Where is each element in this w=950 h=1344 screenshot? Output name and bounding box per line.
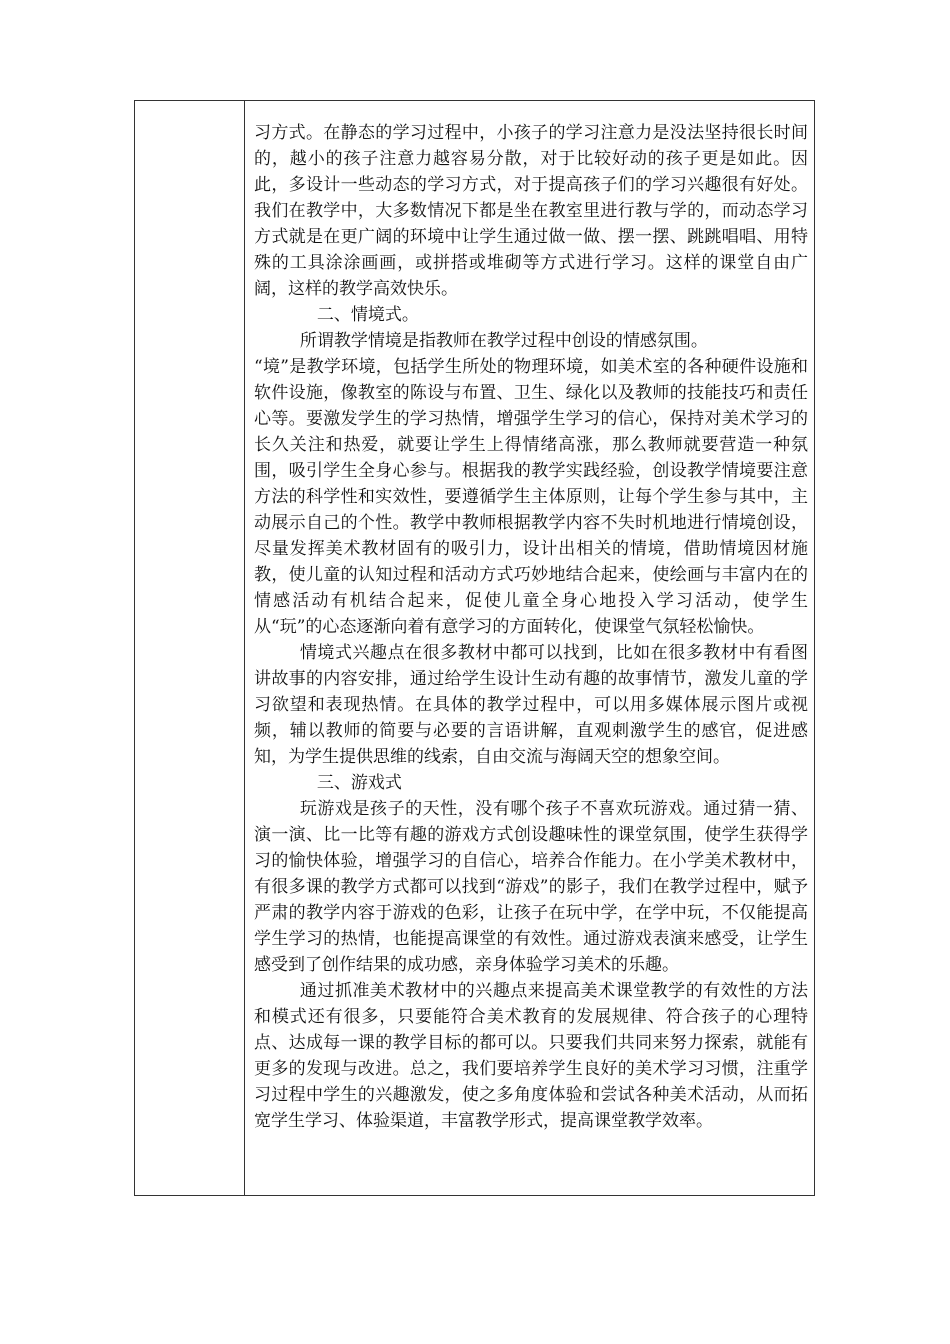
section-heading-situational: 二、情境式。 bbox=[316, 305, 419, 325]
paragraph-situation-definition: 所谓教学情境是指教师在教学过程中创设的情感氛围。 bbox=[299, 331, 708, 351]
paragraph-dynamic-learning: 习方式。在静态的学习过程中，小孩子的学习注意力是没法坚持很长时间的，越小的孩子注意力越容易分散，对于比较好动的孩子更是如此。因此，多设计一些动态的学习方式，对于提高孩子们的学习兴趣很有好处。我们在教学中，大多数情况下都是坐在教室里进行教与学的，而动态学习方式就是在更广阔的环境中让学生通过做一做、摆一摆、跳跳唱唱、用特殊的工具涂涂画画，或拼搭或堆砌等方式进行学习。这样的课堂自由广阔，这样的教学高效快乐。 bbox=[254, 123, 808, 299]
section-heading-game: 三、游戏式 bbox=[316, 773, 402, 793]
paragraph-environment: “境”是教学环境，包括学生所处的物理环境，如美术室的各种硬件设施和软件设施，像教室的陈设与布置、卫生、绿化以及教师的技能技巧和责任心等。要激发学生的学习热情，增强学生学习的信心，保持对美术学习的长久关注和热爱，就要让学生上得情绪高涨，那么教师就要营造一种氛围，吸引学生全身心参与。根据我的教学实践经验，创设教学情境要注意方法的科学性和实效性，要遵循学生主体原则，让每个学生参与其中，主动展示自己的个性。教学中教师根据教学内容不失时机地进行情境创设，尽量发挥美术教材固有的吸引力，设计出相关的情境，借助情境因材施教，使儿童的认知过程和活动方式巧妙地结合起来，使绘画与丰富内在的情感活动有机结合起来，促使儿童全身心地投入学习活动，使学生从“玩”的心态逐渐向着有意学习的方面转化，使课堂气氛轻松愉快。 bbox=[254, 357, 808, 637]
table-label-cell bbox=[135, 101, 245, 1195]
table-content-cell bbox=[246, 101, 814, 1195]
paragraph-situational-interest: 情境式兴趣点在很多教材中都可以找到，比如在很多教材中有看图讲故事的内容安排，通过给学生设计生动有趣的故事情节，激发儿童的学习欲望和表现热情。在具体的教学过程中，可以用多媒体展示图片或视频，辅以教师的简要与必要的言语讲解，直观刺激学生的感官，促进感知，为学生提供思维的线索，自由交流与海阔天空的想象空间。 bbox=[254, 643, 808, 767]
paragraph-conclusion: 通过抓准美术教材中的兴趣点来提高美术课堂教学的有效性的方法和模式还有很多，只要能符合美术教育的发展规律、符合孩子的心理特点、达成每一课的教学目标的都可以。只要我们共同来努力探索，就能有更多的发现与改进。总之，我们要培养学生良好的美术学习习惯，注重学习过程中学生的兴趣激发，使之多角度体验和尝试各种美术活动，从而拓宽学生学习、体验渠道，丰富教学形式，提高课堂教学效率。 bbox=[254, 981, 808, 1131]
document-table bbox=[134, 100, 815, 1196]
paragraph-game: 玩游戏是孩子的天性，没有哪个孩子不喜欢玩游戏。通过猜一猜、演一演、比一比等有趣的游戏方式创设趣味性的课堂氛围，使学生获得学习的愉快体验，增强学习的自信心，培养合作能力。在小学美术教材中，有很多课的教学方式都可以找到“游戏”的影子，我们在教学过程中，赋予严肃的教学内容于游戏的色彩，让孩子在玩中学，在学中玩，不仅能提高学生学习的热情，也能提高课堂的有效性。通过游戏表演来感受，让学生感受到了创作结果的成功感，亲身体验学习美术的乐趣。 bbox=[254, 799, 808, 975]
